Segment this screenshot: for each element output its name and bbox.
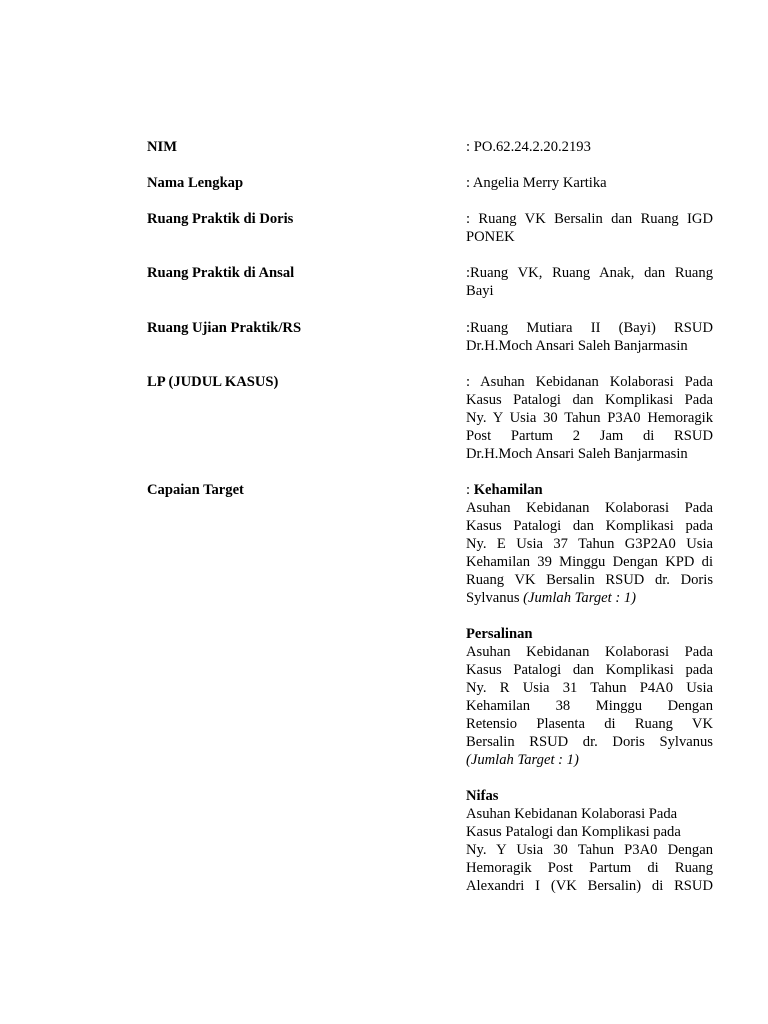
persalinan-heading: Persalinan: [466, 626, 533, 642]
nifas-heading: Nifas: [466, 788, 499, 804]
value-line: Bayi: [466, 283, 494, 299]
kehamilan-last-text: Sylvanus: [466, 590, 524, 606]
nama-lengkap-label: Nama Lengkap: [147, 175, 244, 191]
persalinan-line: Kehamilan 38 Minggu Dengan: [466, 698, 713, 714]
nifas-line: Kasus Patalogi dan Komplikasi pada: [466, 824, 681, 840]
ruang-praktik-doris-label: Ruang Praktik di Doris: [147, 211, 294, 227]
value-line: Dr.H.Moch Ansari Saleh Banjarmasin: [466, 446, 688, 462]
ruang-praktik-ansal-value: [466, 264, 713, 300]
ruang-praktik-ansal-label: Ruang Praktik di Ansal: [147, 265, 295, 281]
kehamilan-line: Ny. E Usia 37 Tahun G3P2A0 Usia: [466, 536, 713, 552]
nim-label: NIM: [147, 139, 177, 155]
value-line: : Asuhan Kebidanan Kolaborasi Pada: [466, 374, 713, 390]
kehamilan-line: Asuhan Kebidanan Kolaborasi Pada: [466, 500, 713, 516]
ruang-ujian-value: [466, 319, 713, 355]
value-line: Ny. Y Usia 30 Tahun P3A0 Hemoragik: [466, 410, 713, 426]
kehamilan-target-line: [466, 589, 713, 607]
lp-judul-kasus-label: LP (JUDUL KASUS): [147, 374, 279, 390]
nama-lengkap-value: [466, 174, 713, 192]
spacer: [466, 607, 713, 625]
persalinan-line: Retensio Plasenta di Ruang VK: [466, 716, 713, 732]
nim-value-text: : PO.62.24.2.20.2193: [466, 139, 591, 155]
nifas-line: Hemoragik Post Partum di Ruang: [466, 860, 713, 876]
ruang-praktik-doris-value: [466, 210, 713, 246]
persalinan-jumlah-target: (Jumlah Target : 1): [466, 752, 579, 768]
kehamilan-line: Ruang VK Bersalin RSUD dr. Doris: [466, 572, 713, 588]
value-line: Dr.H.Moch Ansari Saleh Banjarmasin: [466, 338, 688, 354]
kehamilan-line: Kehamilan 39 Minggu Dengan KPD di: [466, 554, 713, 570]
value-line: :Ruang VK, Ruang Anak, dan Ruang: [466, 265, 713, 281]
kehamilan-heading-line: [466, 481, 713, 499]
nama-lengkap-value-text: : Angelia Merry Kartika: [466, 175, 607, 191]
nifas-line: Alexandri I (VK Bersalin) di RSUD: [466, 878, 713, 894]
nifas-line: Asuhan Kebidanan Kolaborasi Pada: [466, 806, 678, 822]
persalinan-line: Ny. R Usia 31 Tahun P4A0 Usia: [466, 680, 713, 696]
value-line: :Ruang Mutiara II (Bayi) RSUD: [466, 320, 713, 336]
kehamilan-heading: Kehamilan: [473, 482, 543, 498]
persalinan-line: Bersalin RSUD dr. Doris Sylvanus: [466, 734, 713, 750]
kehamilan-jumlah-target: (Jumlah Target : 1): [523, 590, 636, 606]
nifas-line: Ny. Y Usia 30 Tahun P3A0 Dengan: [466, 842, 713, 858]
value-line: PONEK: [466, 229, 515, 245]
value-line: Post Partum 2 Jam di RSUD: [466, 428, 713, 444]
capaian-target-label: Capaian Target: [147, 482, 244, 498]
ruang-ujian-label: Ruang Ujian Praktik/RS: [147, 320, 302, 336]
persalinan-line: Kasus Patalogi dan Komplikasi pada: [466, 662, 713, 678]
nim-value: [466, 138, 713, 156]
capaian-target-value: [466, 481, 713, 895]
lp-judul-kasus-value: [466, 373, 713, 463]
kehamilan-line: Kasus Patalogi dan Komplikasi pada: [466, 518, 713, 534]
colon: :: [466, 482, 474, 498]
value-line: Kasus Patalogi dan Komplikasi Pada: [466, 392, 713, 408]
value-line: : Ruang VK Bersalin dan Ruang IGD: [466, 211, 713, 227]
spacer: [466, 769, 713, 787]
persalinan-line: Asuhan Kebidanan Kolaborasi Pada: [466, 644, 713, 660]
